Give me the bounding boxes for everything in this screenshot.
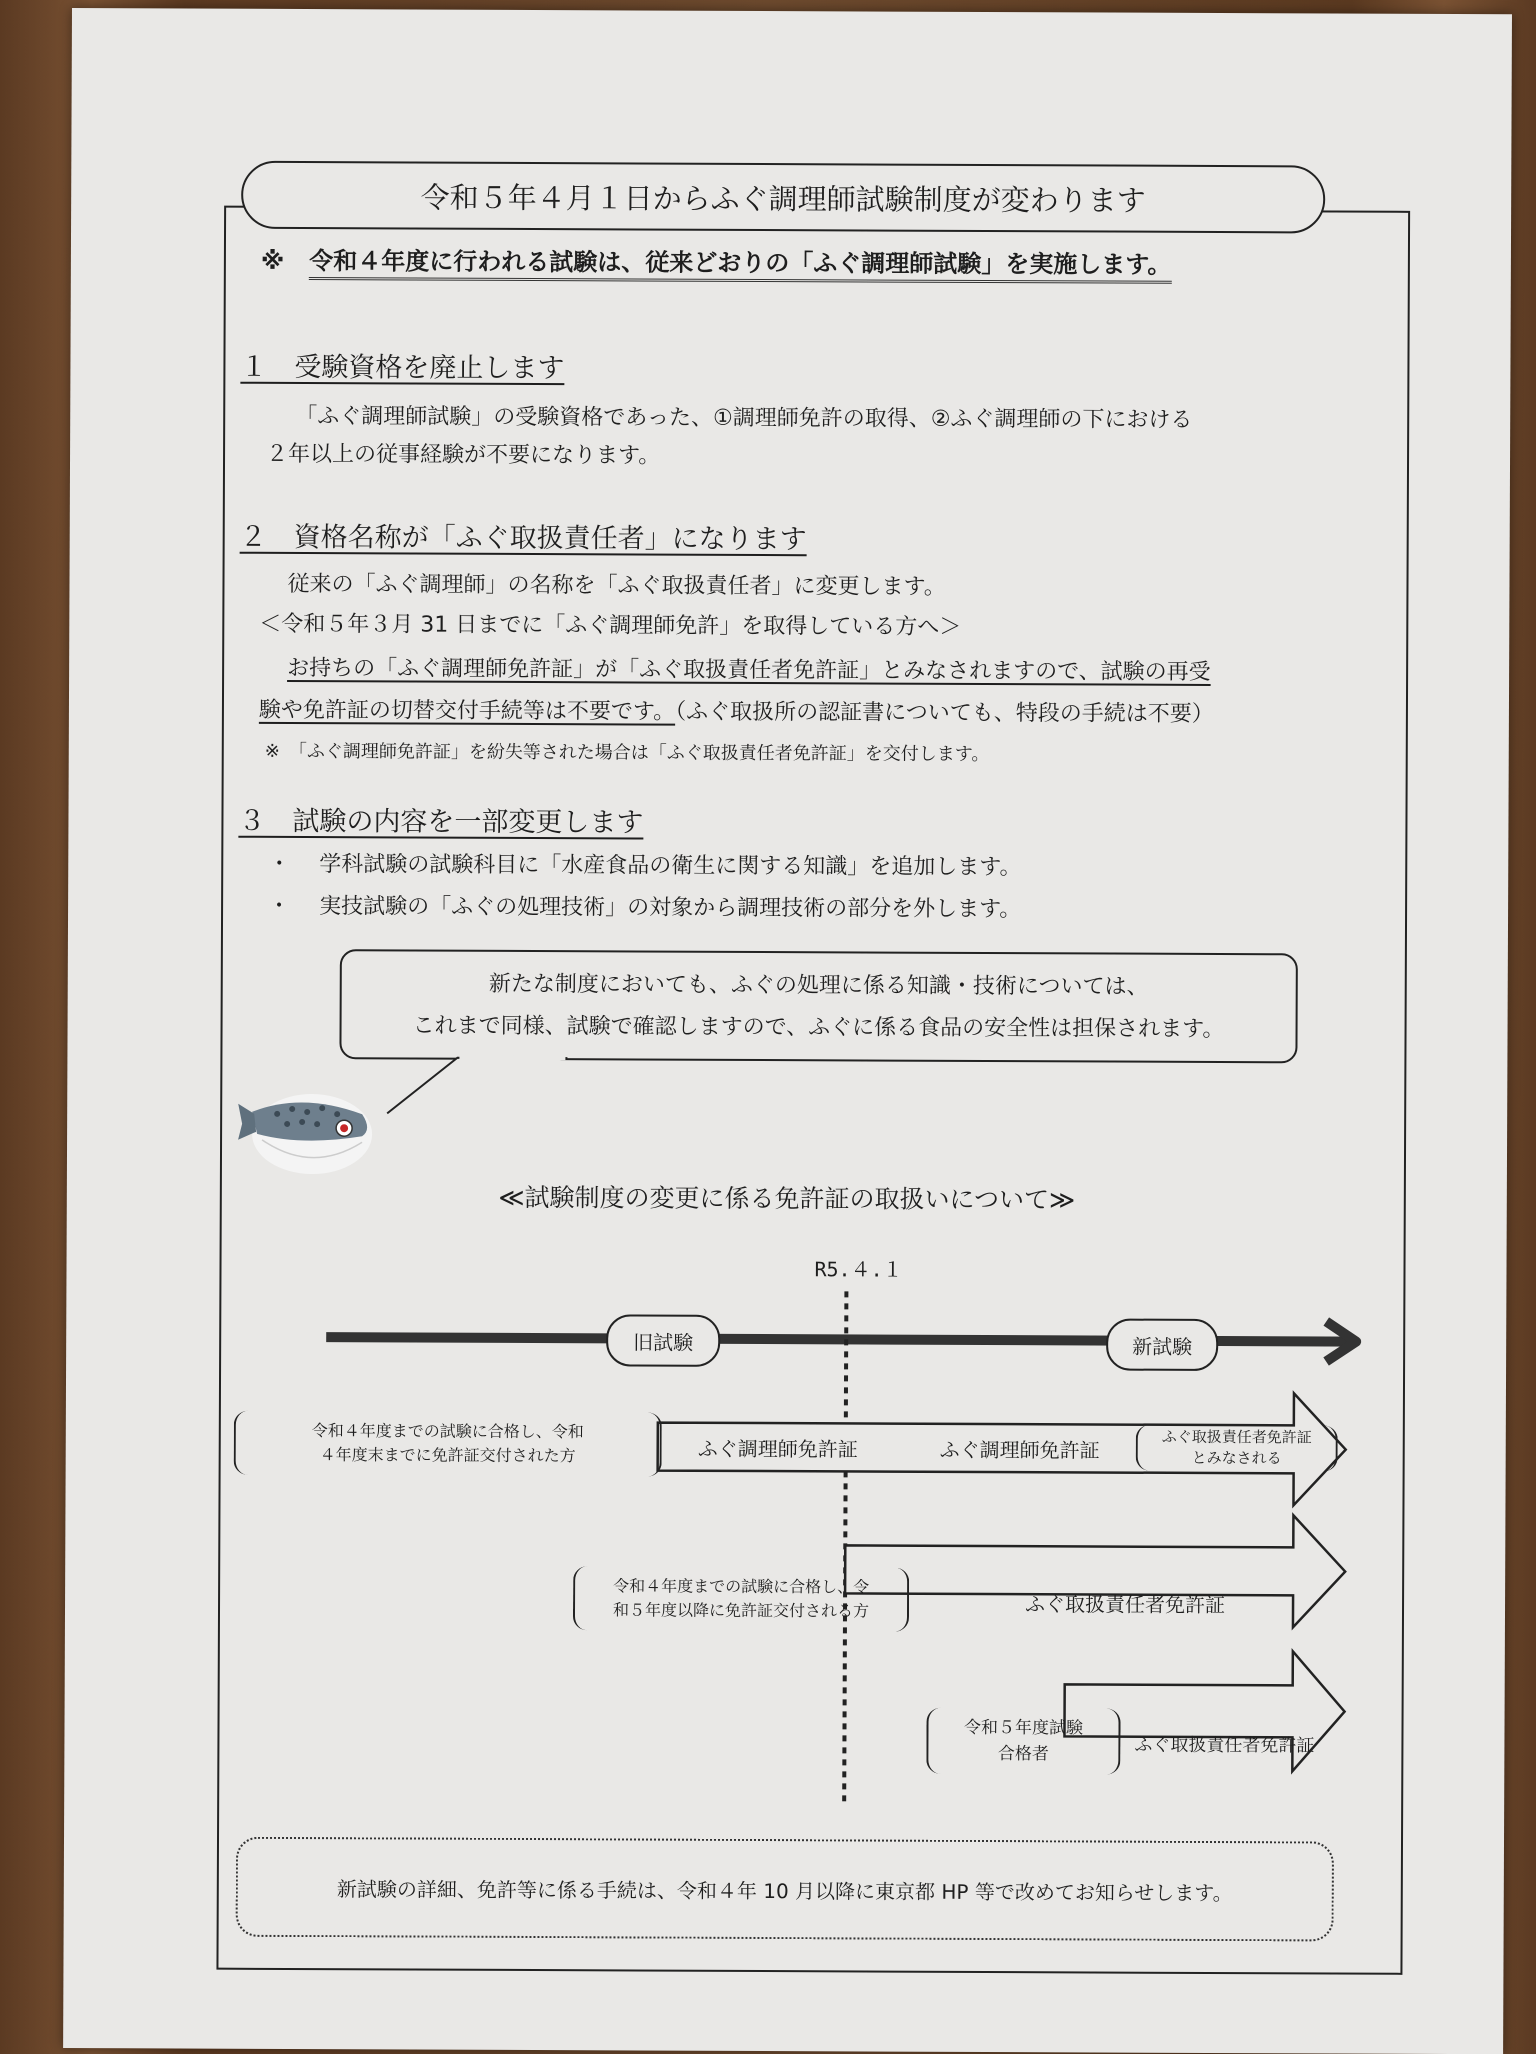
section1-line1: 「ふぐ調理師試験」の受験資格であった、①調理師免許の取得、②ふぐ調理師の下における	[295, 403, 1193, 433]
intro-note	[261, 241, 1172, 280]
timeline-diagram	[204, 1279, 1426, 1804]
bullet: ・	[268, 893, 291, 919]
section1-line2: ２年以上の従事経験が不要になります。	[265, 441, 661, 469]
section2-line3	[259, 693, 1214, 728]
row2-license: ふぐ取扱責任者免許証	[1024, 1592, 1226, 1618]
bubble-line1: 新たな制度においても、ふぐの処理に係る知識・技術については、	[488, 971, 1149, 1000]
bubble-line2: これまで同様、試験で確認しますので、ふぐに係る食品の安全性は担保されます。	[412, 1013, 1225, 1043]
row3-description	[926, 1708, 1120, 1775]
row3-desc-line1: 令和５年度試験	[963, 1717, 1084, 1739]
row1-note	[1136, 1425, 1338, 1472]
section2-note: ※ 「ふぐ調理師免許証」を紛失等された場合は「ふぐ取扱責任者免許証」を交付します。	[264, 740, 990, 766]
row1-description	[234, 1411, 662, 1477]
section2-line3b: （ふぐ取扱所の認証書についても、特段の手続は不要）	[675, 699, 1214, 727]
row2-description	[573, 1566, 909, 1631]
row1-note-line1: ふぐ取扱責任者免許証	[1161, 1427, 1312, 1447]
section2-line1: 従来の「ふぐ調理師」の名称を「ふぐ取扱責任者」に変更します。	[287, 571, 946, 600]
section3-item1	[268, 847, 1021, 881]
notice-paper	[63, 8, 1512, 2054]
bubble-tail	[367, 1055, 627, 1116]
note-mark: ※	[260, 246, 285, 275]
new-exam-pill: 新試験	[1106, 1319, 1218, 1371]
section1-heading: １ 受験資格を廃止します	[240, 351, 565, 385]
row1-new-license: ふぐ調理師免許証	[939, 1437, 1100, 1463]
section2-subheading: ＜令和５年３月 31 日までに「ふぐ調理師免許」を取得している方へ＞	[259, 611, 962, 640]
footer-text: 新試験の詳細、免許等に係る手続は、令和４年 10 月以降に東京都 HP 等で改めてお知らせします。	[336, 1876, 1233, 1905]
section2-heading: ２ 資格名称が「ふぐ取扱責任者」になります	[239, 521, 807, 556]
row1-desc-line1: 令和４年度までの試験に合格し、令和	[311, 1421, 584, 1442]
row1-note-line2: とみなされる	[1191, 1448, 1282, 1468]
pufferfish-icon	[232, 1084, 382, 1185]
row3-license: ふぐ取扱責任者免許証	[1134, 1734, 1315, 1757]
section2-line2: お持ちの「ふぐ調理師免許証」が「ふぐ取扱責任者免許証」とみなされますので、試験の再受	[287, 655, 1211, 685]
row1-desc-line2: ４年度末までに免許証交付された方	[319, 1445, 576, 1466]
note-text: 令和４年度に行われる試験は、従来どおりの「ふぐ調理師試験」を実施します。	[309, 247, 1171, 284]
section3-heading: ３ 試験の内容を一部変更します	[238, 805, 644, 839]
row1-old-license: ふぐ調理師免許証	[697, 1436, 858, 1462]
speech-bubble	[339, 949, 1297, 1063]
footer-notice	[236, 1837, 1334, 1942]
page-title	[241, 161, 1325, 234]
timeline-title: ≪試験制度の変更に係る免許証の取扱いについて≫	[498, 1182, 1076, 1215]
bullet: ・	[268, 851, 291, 877]
timeline-date: R5.４.１	[814, 1257, 903, 1282]
row2-desc-line1: 令和４年度までの試験に合格し、令	[613, 1576, 870, 1597]
row3-desc-line2: 合格者	[997, 1744, 1049, 1765]
old-exam-pill: 旧試験	[606, 1314, 720, 1366]
page-title-text: 令和５年４月１日からふぐ調理師試験制度が変わります	[420, 180, 1146, 218]
section3-item2-text: 実技試験の「ふぐの処理技術」の対象から調理技術の部分を外します。	[319, 894, 1022, 923]
section3-item2	[268, 889, 1021, 923]
row2-desc-line2: 和５年度以降に免許証交付される方	[612, 1600, 870, 1621]
section3-item1-text: 学科試験の試験科目に「水産食品の衛生に関する知識」を追加します。	[319, 852, 1022, 881]
section2-line3a: 験や免許証の切替交付手続等は不要です。	[258, 697, 676, 725]
